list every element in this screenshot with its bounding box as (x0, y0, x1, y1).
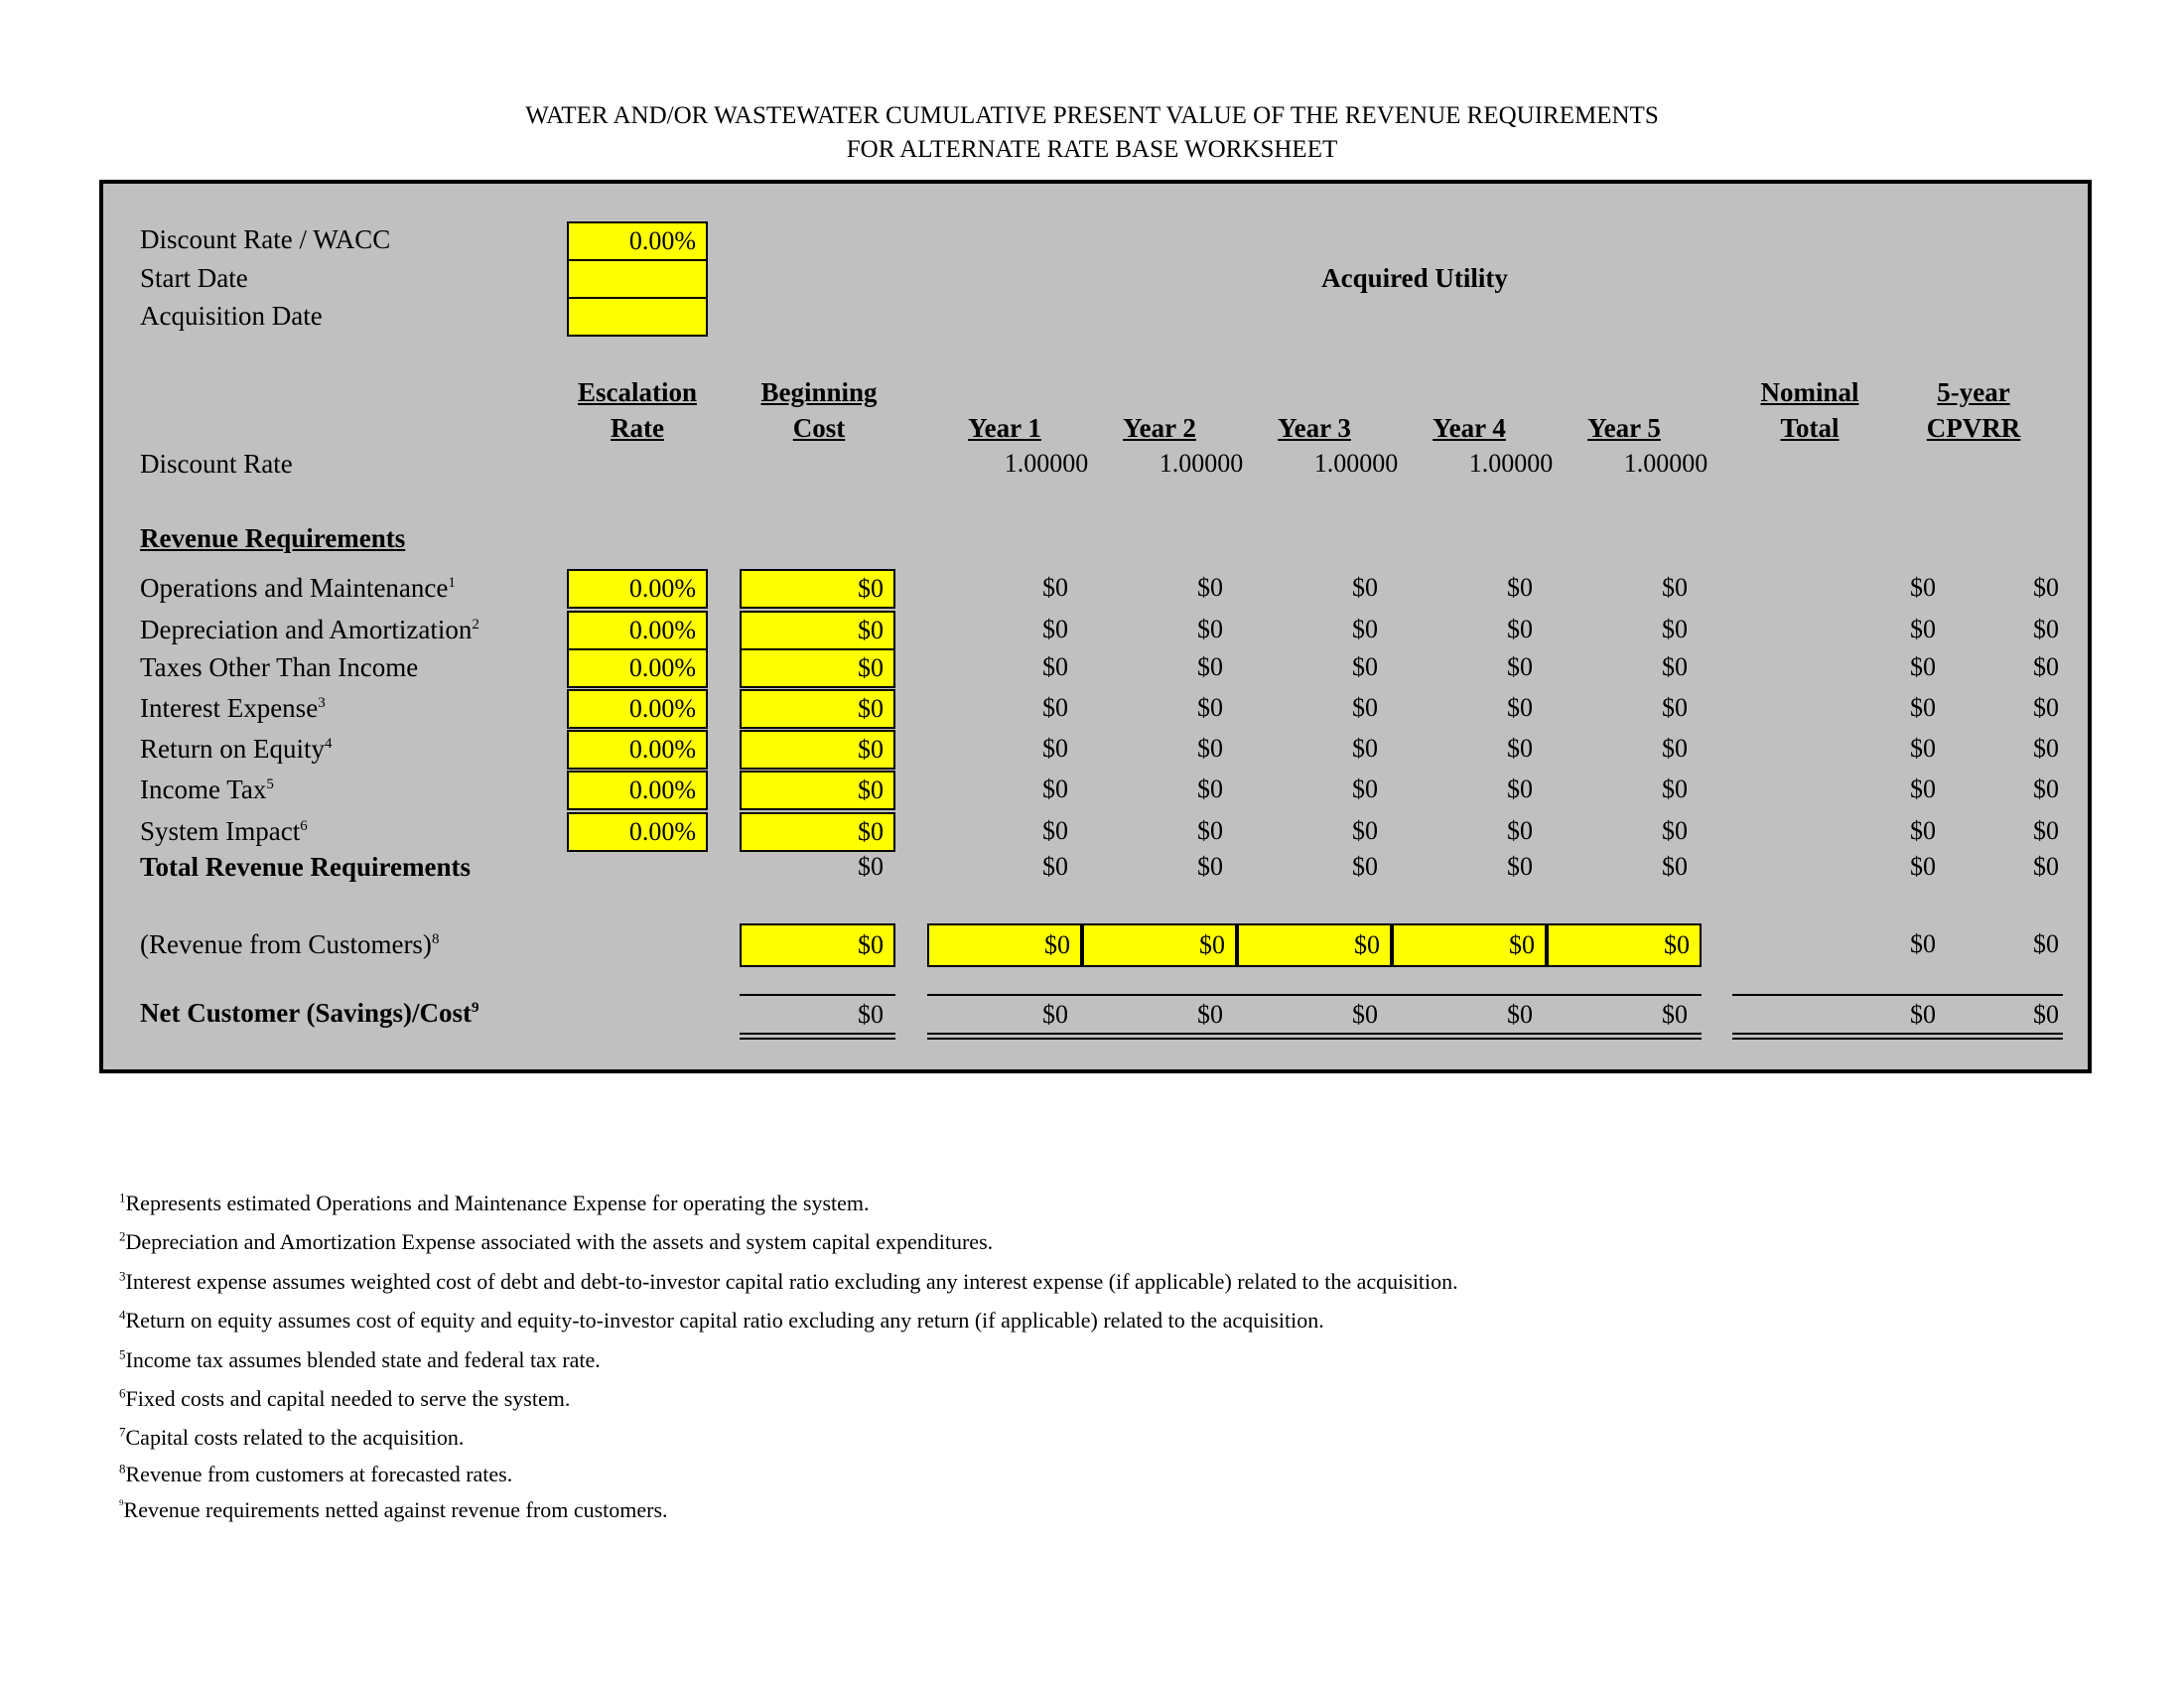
total-cpvrr: $0 (2033, 852, 2059, 881)
footnote-2 (119, 1227, 993, 1257)
beginning-cost-header-line2: Cost (792, 413, 846, 443)
discount-factor-year-4: 1.00000 (1468, 449, 1554, 478)
year-3-value: $0 (1352, 573, 1378, 602)
year-1-value: $0 (1042, 816, 1068, 845)
row-label-text: Taxes Other Than Income (140, 652, 419, 682)
double-line-cost (740, 1033, 895, 1040)
beginning-cost-input[interactable]: $0 (740, 689, 895, 729)
row-label-text: System Impact (140, 816, 301, 846)
footnote-number: 7 (119, 1424, 126, 1440)
year-5-value: $0 (1662, 573, 1688, 602)
total-nominal: $0 (1910, 852, 1936, 881)
beginning-cost-input[interactable]: $0 (740, 771, 895, 810)
row-label-text: Depreciation and Amortization (140, 615, 473, 644)
year-2-value: $0 (1197, 816, 1223, 845)
discount-rate-row-label: Discount Rate (140, 449, 293, 479)
net-cost-nominal: $0 (1910, 1000, 1936, 1029)
total-revenue-requirements-label: Total Revenue Requirements (140, 852, 471, 882)
year-2-value: $0 (1197, 734, 1223, 763)
footnote-number: ⁹ (119, 1496, 124, 1512)
total-year-2: $0 (1197, 852, 1223, 881)
cpvrr-value: $0 (2033, 774, 2059, 803)
beginning-cost-input[interactable]: $0 (740, 812, 895, 852)
escalation-rate-input[interactable]: 0.00% (567, 730, 708, 770)
double-line-years (927, 1033, 1702, 1040)
discount-factor-year-5: 1.00000 (1623, 449, 1708, 478)
discount-rate-wacc-label: Discount Rate / WACC (140, 224, 391, 254)
year-5-value: $0 (1662, 652, 1688, 681)
revenue-year-3-input[interactable]: $0 (1237, 923, 1392, 967)
year-1-value: $0 (1042, 774, 1068, 803)
year-4-header: Year 4 (1433, 413, 1506, 443)
revenue-cpvrr: $0 (2033, 929, 2059, 958)
beginning-cost-input[interactable]: $0 (740, 569, 895, 609)
footnote-number: 1 (119, 1190, 126, 1205)
footnote-number: 8 (119, 1461, 126, 1477)
row-label (140, 613, 479, 646)
year-4-value: $0 (1507, 573, 1533, 602)
year-3-value: $0 (1352, 816, 1378, 845)
year-5-value: $0 (1662, 693, 1688, 722)
escalation-rate-input[interactable]: 0.00% (567, 812, 708, 852)
row-footnote-ref: 5 (266, 776, 274, 792)
footnote-text: Income tax assumes blended state and federal tax rate. (125, 1347, 601, 1372)
escalation-rate-input[interactable]: 0.00% (567, 648, 708, 688)
year-4-value: $0 (1507, 693, 1533, 722)
year-4-value: $0 (1507, 615, 1533, 643)
total-year-3: $0 (1352, 852, 1378, 881)
discount-factor-year-1: 1.00000 (1004, 449, 1089, 478)
row-label (140, 732, 332, 766)
revenue-year-2-input[interactable]: $0 (1082, 923, 1237, 967)
cpvrr-value: $0 (2033, 734, 2059, 763)
row-label (140, 571, 456, 605)
section-title: Acquired Utility (1321, 263, 1508, 293)
worksheet-title-line2: FOR ALTERNATE RATE BASE WORKSHEET (846, 136, 1338, 163)
net-cost-year-3: $0 (1352, 1000, 1378, 1029)
net-cost-year-1: $0 (1042, 1000, 1068, 1029)
row-footnote-ref: 3 (318, 695, 326, 711)
row-label-text: Return on Equity (140, 734, 325, 764)
year-2-header: Year 2 (1123, 413, 1196, 443)
year-5-header: Year 5 (1587, 413, 1661, 443)
subtotal-line-totals (1732, 994, 2063, 996)
beginning-cost-header-line1: Beginning (760, 377, 878, 407)
cpvrr-value: $0 (2033, 615, 2059, 643)
year-5-value: $0 (1662, 774, 1688, 803)
footnote-text: Revenue requirements netted against revenue from customers. (123, 1497, 668, 1522)
year-1-value: $0 (1042, 693, 1068, 722)
year-3-value: $0 (1352, 774, 1378, 803)
start-date-label: Start Date (140, 263, 248, 293)
year-2-value: $0 (1197, 774, 1223, 803)
year-3-value: $0 (1352, 615, 1378, 643)
year-2-value: $0 (1197, 693, 1223, 722)
footnote-4 (119, 1306, 1324, 1336)
nominal-total-value: $0 (1910, 573, 1936, 602)
revenue-from-customers-text: (Revenue from Customers) (140, 929, 432, 959)
nominal-total-value: $0 (1910, 652, 1936, 681)
nominal-total-value: $0 (1910, 615, 1936, 643)
row-label-text: Operations and Maintenance (140, 573, 449, 603)
net-cost-year-4: $0 (1507, 1000, 1533, 1029)
cpvrr-value: $0 (2033, 816, 2059, 845)
row-label (140, 814, 308, 848)
total-year-1: $0 (1042, 852, 1068, 881)
year-3-value: $0 (1352, 652, 1378, 681)
cpvrr-value: $0 (2033, 573, 2059, 602)
revenue-year-1-input[interactable]: $0 (927, 923, 1082, 967)
net-customer-label: Net Customer (Savings)/Cost$^9$ (140, 998, 479, 1028)
row-label-text: Income Tax (140, 774, 267, 804)
footnote-9 (119, 1495, 668, 1525)
row-label (140, 691, 326, 725)
year-3-value: $0 (1352, 734, 1378, 763)
nominal-total-header-line1: Nominal (1760, 377, 1859, 407)
escalation-rate-input[interactable]: 0.00% (567, 611, 708, 650)
footnote-8 (119, 1460, 512, 1489)
footnote-5 (119, 1345, 601, 1375)
year-3-header: Year 3 (1278, 413, 1351, 443)
footnote-number: 2 (119, 1228, 126, 1244)
footnote-1 (119, 1189, 870, 1218)
year-4-value: $0 (1507, 774, 1533, 803)
footnote-text: Depreciation and Amortization Expense associated with the assets and system capital expenditures. (125, 1229, 994, 1254)
year-1-value: $0 (1042, 573, 1068, 602)
nominal-total-value: $0 (1910, 734, 1936, 763)
year-5-value: $0 (1662, 615, 1688, 643)
footnote-text: Revenue from customers at forecasted rates. (125, 1462, 513, 1486)
footnote-text: Return on equity assumes cost of equity and equity-to-investor capital ratio excluding any return (if applicable) related to the acquisition. (125, 1308, 1324, 1333)
year-3-value: $0 (1352, 693, 1378, 722)
footnote-number: 4 (119, 1307, 126, 1323)
row-label (140, 650, 418, 684)
footnote-text: Interest expense assumes weighted cost of debt and debt-to-investor capital ratio excluding any interest expense (if applicable) related to the acquisition. (125, 1269, 1458, 1294)
year-4-value: $0 (1507, 816, 1533, 845)
escalation-header-line2: Rate (611, 413, 664, 443)
start-date-input[interactable] (567, 259, 708, 299)
subtotal-line-years (927, 994, 1702, 996)
double-line-totals (1732, 1033, 2063, 1040)
year-2-value: $0 (1197, 615, 1223, 643)
total-year-4: $0 (1507, 852, 1533, 881)
escalation-rate-input[interactable]: 0.00% (567, 569, 708, 609)
year-5-value: $0 (1662, 816, 1688, 845)
footnote-6 (119, 1384, 570, 1414)
footnote-number: 5 (119, 1346, 126, 1362)
year-1-header: Year 1 (968, 413, 1041, 443)
year-2-value: $0 (1197, 652, 1223, 681)
net-cost-year-5: $0 (1662, 1000, 1688, 1029)
year-4-value: $0 (1507, 652, 1533, 681)
nominal-total-header-line2: Total (1780, 413, 1840, 443)
worksheet-panel (99, 180, 2092, 1073)
year-1-value: $0 (1042, 615, 1068, 643)
footnote-3 (119, 1267, 1458, 1297)
year-4-value: $0 (1507, 734, 1533, 763)
row-label (140, 773, 274, 806)
nominal-total-value: $0 (1910, 693, 1936, 722)
worksheet-title-line1: WATER AND/OR WASTEWATER CUMULATIVE PRESENT VALUE OF THE REVENUE REQUIREMENTS (525, 102, 1659, 129)
row-footnote-ref: 6 (300, 818, 308, 834)
revenue-requirements-title: Revenue Requirements (140, 523, 406, 553)
year-5-value: $0 (1662, 734, 1688, 763)
revenue-nominal: $0 (1910, 929, 1936, 958)
discount-factor-year-2: 1.00000 (1159, 449, 1244, 478)
escalation-rate-input[interactable]: 0.00% (567, 771, 708, 810)
beginning-cost-input[interactable]: $0 (740, 611, 895, 650)
cpvrr-header-line2: CPVRR (1926, 413, 2021, 443)
year-2-value: $0 (1197, 573, 1223, 602)
revenue-from-customers-label (140, 927, 439, 961)
revenue-year-5-input[interactable]: $0 (1547, 923, 1702, 967)
row-footnote-ref: 2 (472, 617, 479, 633)
net-cost-cpvrr: $0 (2033, 1000, 2059, 1029)
year-1-value: $0 (1042, 734, 1068, 763)
nominal-total-value: $0 (1910, 816, 1936, 845)
net-cost-year-2: $0 (1197, 1000, 1223, 1029)
cpvrr-header-line1: 5-year (1937, 377, 2010, 407)
total-year-5: $0 (1662, 852, 1688, 881)
escalation-header-line1: Escalation (577, 377, 697, 407)
row-footnote-ref: 1 (448, 575, 456, 591)
escalation-rate-input[interactable]: 0.00% (567, 689, 708, 729)
footnote-text: Capital costs related to the acquisition. (125, 1425, 465, 1450)
footnote-text: Represents estimated Operations and Maintenance Expense for operating the system. (125, 1191, 870, 1215)
year-1-value: $0 (1042, 652, 1068, 681)
cpvrr-value: $0 (2033, 652, 2059, 681)
footnote-text: Fixed costs and capital needed to serve the system. (125, 1386, 571, 1411)
acquisition-date-label: Acquisition Date (140, 301, 323, 331)
net-cost-beginning: $0 (858, 1000, 884, 1029)
nominal-total-value: $0 (1910, 774, 1936, 803)
discount-rate-wacc-input[interactable]: 0.00% (567, 221, 708, 261)
acquisition-date-input[interactable] (567, 297, 708, 337)
total-beginning-cost: $0 (858, 852, 884, 881)
beginning-cost-input[interactable]: $0 (740, 648, 895, 688)
footnote-number: 6 (119, 1385, 126, 1401)
subtotal-line-cost (740, 994, 895, 996)
revenue-beginning-input[interactable]: $0 (740, 923, 895, 967)
beginning-cost-input[interactable]: $0 (740, 730, 895, 770)
footnote-number: 3 (119, 1268, 126, 1284)
revenue-year-4-input[interactable]: $0 (1392, 923, 1547, 967)
row-footnote-ref: 4 (324, 736, 333, 752)
cpvrr-value: $0 (2033, 693, 2059, 722)
row-label-text: Interest Expense (140, 693, 319, 723)
discount-factor-year-3: 1.00000 (1313, 449, 1399, 478)
revenue-from-customers-ref: 8 (431, 931, 440, 947)
footnote-7 (119, 1423, 464, 1453)
